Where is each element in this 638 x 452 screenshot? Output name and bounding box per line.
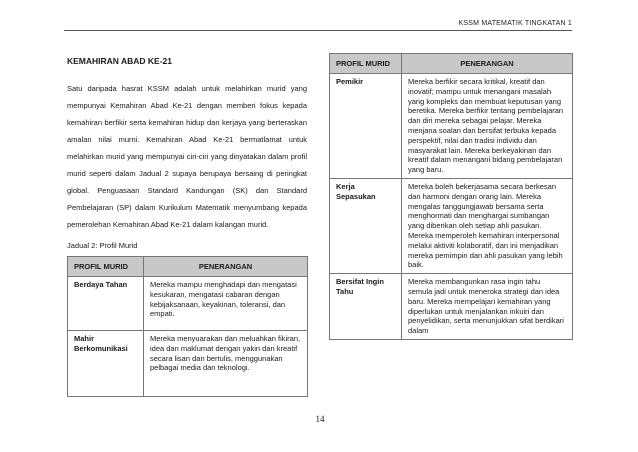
profile-table-right — [329, 53, 573, 340]
column-header-description: PENERANGAN — [402, 54, 573, 74]
profile-cell: Kerja Sepasukan — [330, 178, 402, 273]
profile-table-left — [67, 256, 308, 397]
table-row — [330, 274, 573, 340]
table-header-row — [330, 54, 573, 74]
table-row — [68, 331, 308, 397]
description-cell: Mereka boleh bekerjasama secara berkesan dan harmoni dengan orang lain. Mereka mengalas tanggungjawab bersama serta menghormati dan menghargai sumbangan yang diberikan oleh setiap ahli pasukan. Mereka memperoleh kemahiran interpersonal melalui aktiviti kolaboratif, dan ini menjadikan mereka pemimpin dan ahli pasukan yang lebih baik. — [402, 178, 573, 273]
section-heading: KEMAHIRAN ABAD KE-21 — [67, 56, 172, 66]
column-header-profile: PROFIL MURID — [68, 257, 144, 277]
intro-paragraph: Satu daripada hasrat KSSM adalah untuk melahirkan murid yang mempunyai Kemahiran Abad Ke-21 dengan memberi fokus kepada kemahiran berfikir serta kemahiran hidup dan kerjaya yang berteraskan amalan nilai murni. Kemahiran Abad Ke-21 bermatlamat untuk melahirkan murid yang mempunyai ciri-ciri yang dinyatakan dalam profil murid seperti dalam Jadual 2 supaya berupaya bersaing di peringkat global. Penguasaan Standard Kandungan (SK) dan Standard Pembelajaran (SP) dalam Kurikulum Matematik menyumbang kepada pemerolehan Kemahiran Abad Ke-21 dalam kalangan murid. — [67, 84, 307, 229]
profile-cell: Bersifat Ingin Tahu — [330, 274, 402, 340]
table-caption: Jadual 2: Profil Murid — [67, 241, 138, 250]
column-header-description: PENERANGAN — [144, 257, 308, 277]
table-row — [330, 178, 573, 273]
table-row — [330, 74, 573, 179]
running-header: KSSM MATEMATIK TINGKATAN 1 — [458, 20, 572, 27]
header-rule — [64, 30, 572, 31]
description-cell: Mereka membangunkan rasa ingin tahu semula jadi untuk meneroka strategi dan idea baru. Mereka mempelajari kemahiran yang diperlukan untuk menjalankan inkuiri dan penyelidikan, serta menunjukkan sifat berdikari dalam — [402, 274, 573, 340]
table-row — [68, 277, 308, 331]
description-cell: Mereka menyuarakan dan meluahkan fikiran, idea dan maklumat dengan yakin dan kreatif secara lisan dan bertulis, menggunakan pelbagai media dan teknologi. — [144, 331, 308, 397]
profile-cell: Pemikir — [330, 74, 402, 179]
profile-cell: Berdaya Tahan — [68, 277, 144, 331]
table-header-row — [68, 257, 308, 277]
column-header-profile: PROFIL MURID — [330, 54, 402, 74]
page-number: 14 — [315, 414, 325, 424]
left-column — [67, 56, 307, 397]
profile-cell: Mahir Berkomunikasi — [68, 331, 144, 397]
description-cell: Mereka mampu menghadapi dan mengatasi kesukaran, mengatasi cabaran dengan kebijaksanaan, keyakinan, toleransi, dan empati. — [144, 277, 308, 331]
description-cell: Mereka berfikir secara kritikal, kreatif dan inovatif; mampu untuk menangani masalah yang kompleks dan membuat keputusan yang beretika. Mereka berfikir tentang pembelajaran dan diri mereka sebagai pelajar. Mereka menjana soalan dan bersifat terbuka kepada perspektif, nilai dan tradisi individu dan masyarakat lain. Mereka berkeyakinan dan kreatif dalam menangani bidang pembelajaran yang baru. — [402, 74, 573, 179]
